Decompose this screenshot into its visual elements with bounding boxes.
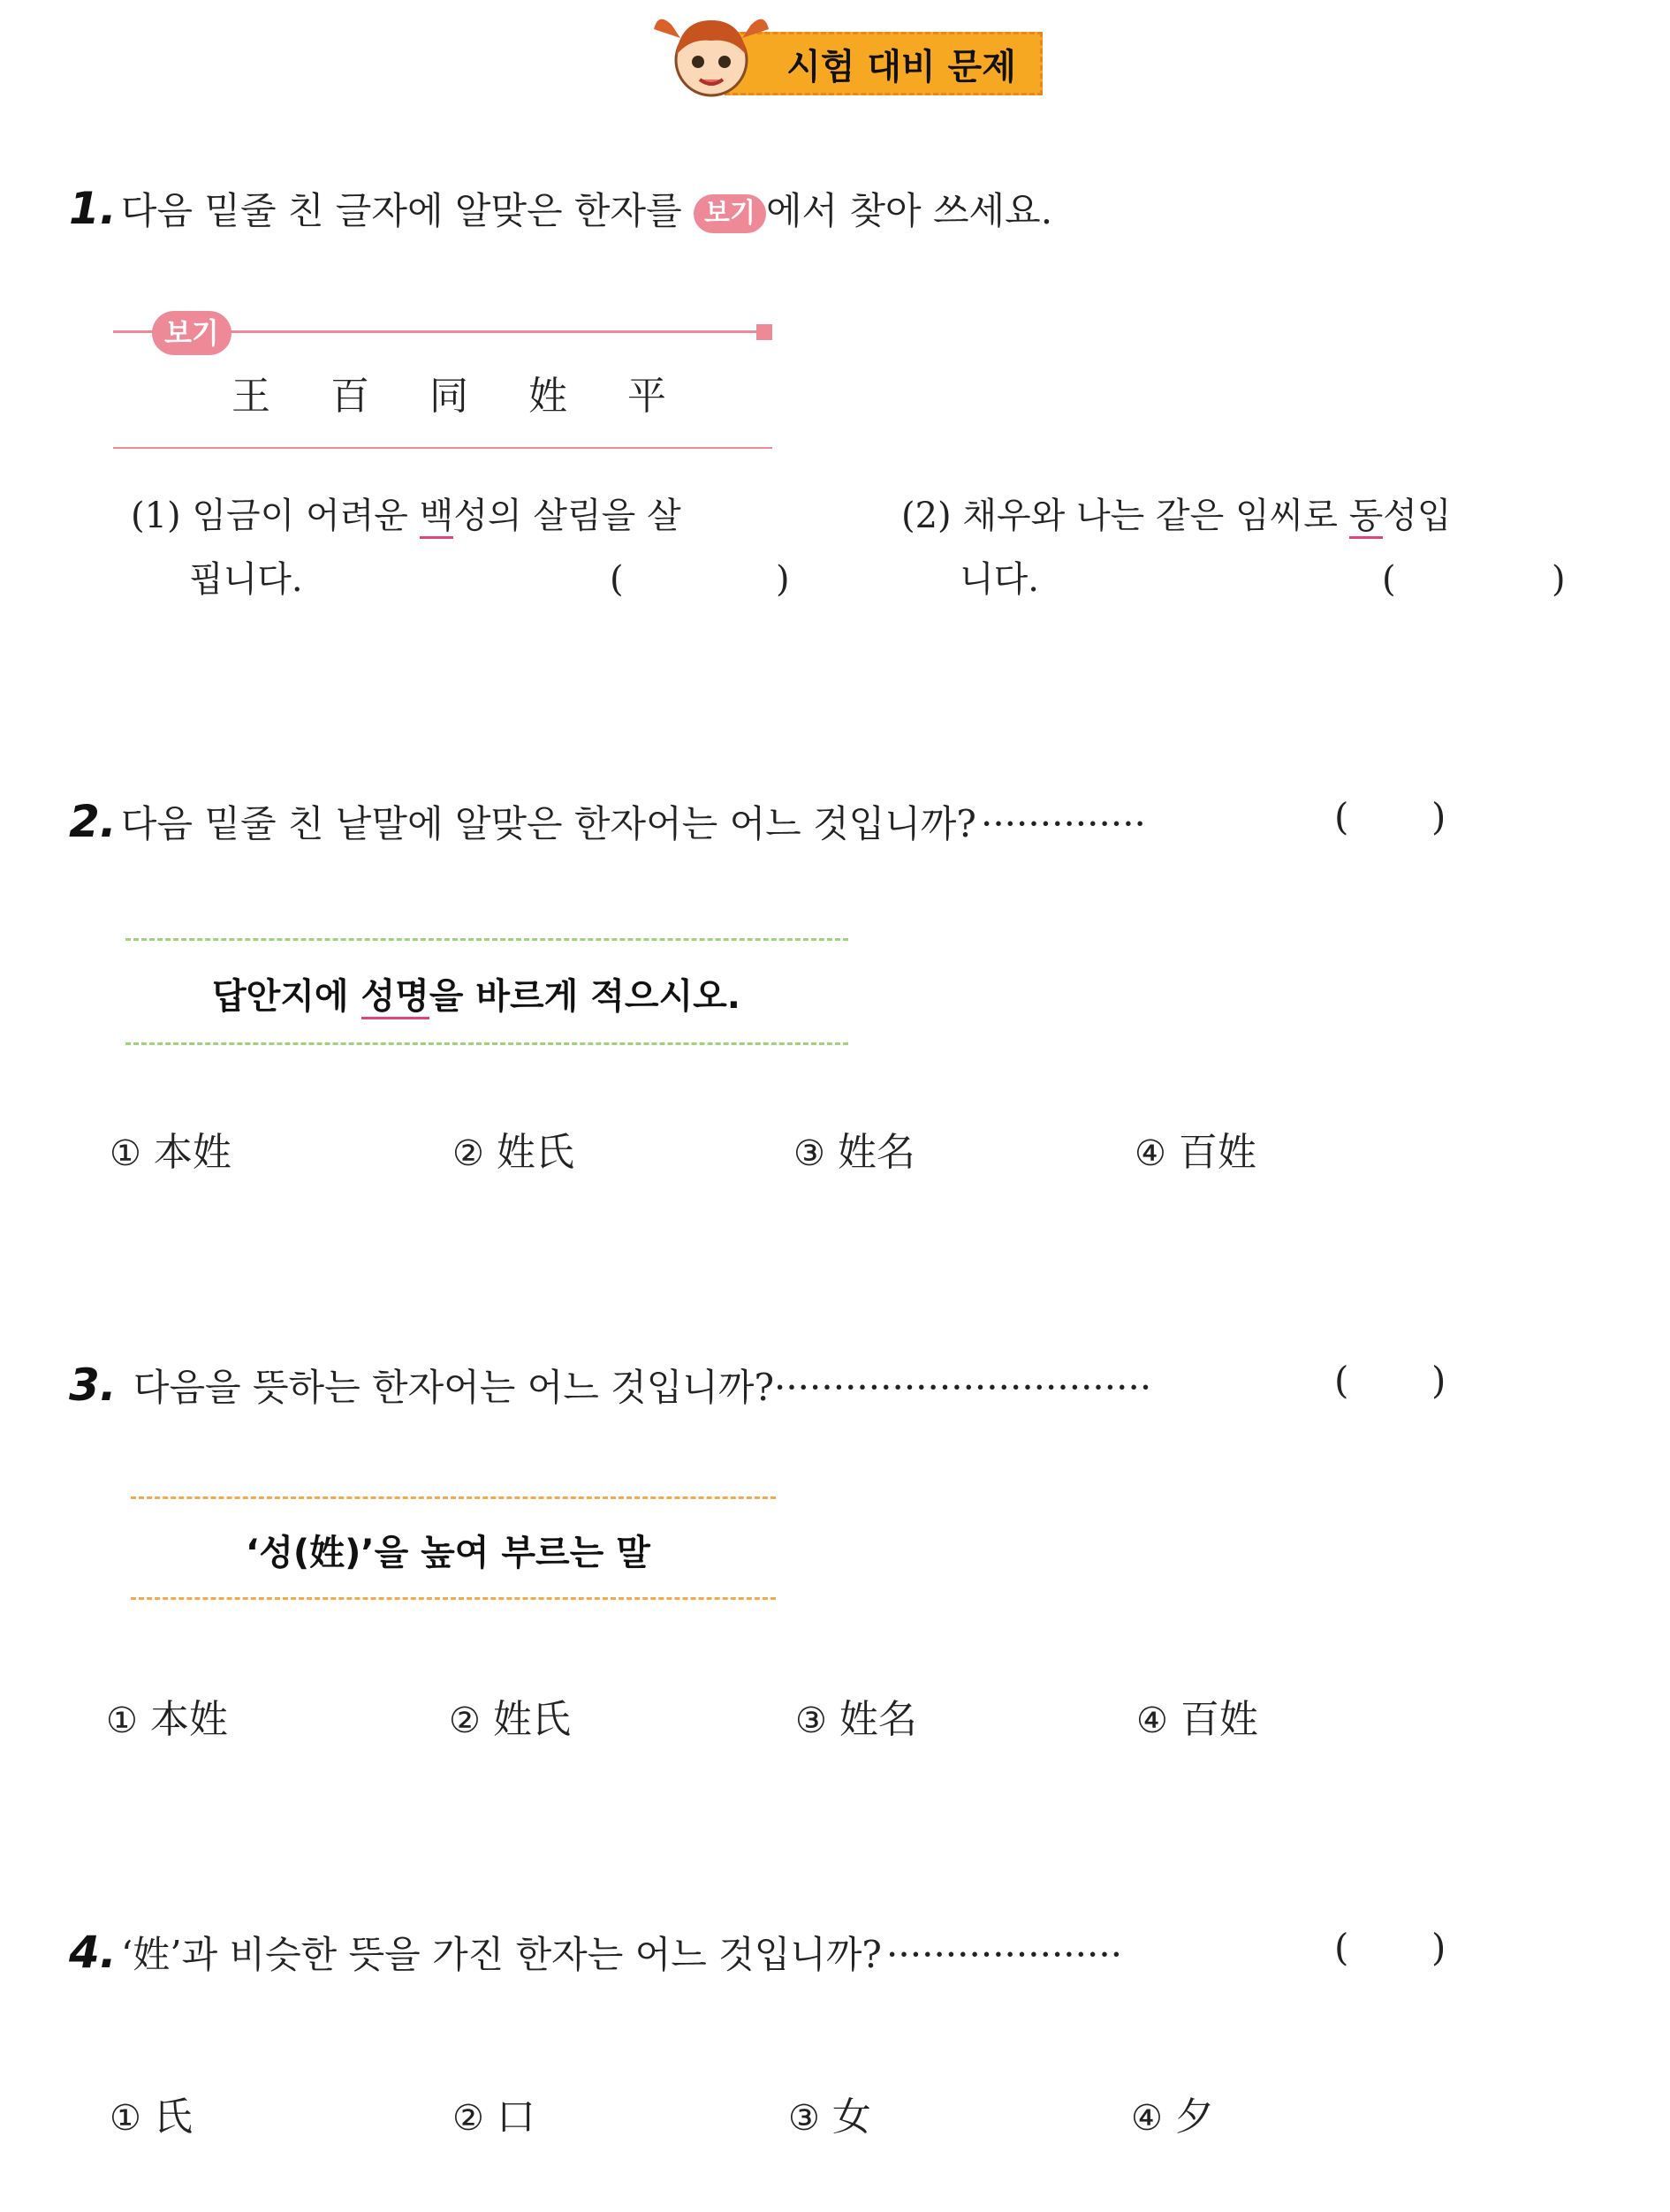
girl-mascot-icon — [654, 7, 769, 104]
bogi-char: 王 — [232, 374, 270, 419]
question-4 — [69, 1926, 1483, 1979]
q3-option-1[interactable]: ① 本姓 — [106, 1697, 228, 1742]
answer-blank-open[interactable]: ( — [610, 559, 624, 600]
answer-blank-open[interactable]: ( — [1334, 1359, 1349, 1402]
bogi-line-end — [756, 324, 772, 340]
q1-item-1: (1) 임금이 어려운 백성의 살림을 살 핍니다. ( ) — [131, 484, 802, 611]
answer-blank-close: ) — [1431, 1926, 1446, 1969]
bogi-char: 姓 — [528, 374, 567, 419]
underlined-word: 성명 — [361, 976, 429, 1019]
question-2 — [69, 795, 1483, 848]
answer-blank-close: ) — [1431, 1359, 1446, 1402]
q2-option-3[interactable]: ③ 姓名 — [793, 1130, 915, 1175]
answer-blank-open[interactable]: ( — [1334, 795, 1349, 838]
question-number: 2. — [69, 796, 117, 847]
q4-option-4[interactable]: ④ 夕 — [1131, 2095, 1214, 2140]
underlined-syllable: 백 — [420, 496, 454, 539]
bogi-char: 百 — [330, 374, 369, 419]
bogi-bottom-line — [113, 447, 772, 449]
section-title-badge — [725, 32, 1043, 95]
box-top-border — [131, 1496, 776, 1499]
answer-blank-open[interactable]: ( — [1334, 1926, 1349, 1969]
q3-option-2[interactable]: ② 姓氏 — [449, 1697, 571, 1742]
question-number: 1. — [69, 183, 117, 234]
question-1 — [69, 182, 1052, 235]
bogi-characters — [232, 364, 726, 420]
bogi-label: 보기 — [152, 311, 232, 355]
leader-dots: ································ — [773, 1366, 1152, 1409]
q4-option-1[interactable]: ① 氏 — [110, 2095, 193, 2140]
q2-option-4[interactable]: ④ 百姓 — [1135, 1130, 1256, 1175]
bogi-char: 平 — [627, 374, 666, 419]
underlined-syllable: 동 — [1349, 496, 1384, 539]
question-number: 3. — [69, 1360, 117, 1411]
q2-option-2[interactable]: ② 姓氏 — [452, 1130, 574, 1175]
question-text: 다음 밑줄 친 글자에 알맞은 한자를 보기 에서 찾아 쓰세요. — [120, 189, 1053, 232]
q2-sentence-box: 답안지에 성명을 바르게 적으시오. — [212, 968, 740, 1019]
box-bottom-border — [125, 1042, 848, 1045]
leader-dots: ···················· — [886, 1933, 1123, 1976]
q4-option-2[interactable]: ② 口 — [452, 2095, 535, 2140]
box-top-border — [125, 938, 848, 941]
q2-option-1[interactable]: ① 本姓 — [110, 1130, 232, 1175]
answer-blank-close: ) — [776, 559, 790, 600]
answer-blank-open[interactable]: ( — [1382, 559, 1396, 600]
bogi-pill: 보기 — [694, 194, 766, 233]
q3-option-3[interactable]: ③ 姓名 — [795, 1697, 917, 1742]
q4-option-3[interactable]: ③ 女 — [788, 2095, 871, 2140]
question-3 — [69, 1359, 1483, 1412]
leader-dots: ·············· — [980, 802, 1146, 845]
q3-definition-box: ‘성(姓)’을 높여 부르는 말 — [246, 1533, 650, 1573]
answer-blank-close: ) — [1431, 795, 1446, 838]
question-text: 다음을 뜻하는 한자어는 어느 것입니까? — [133, 1366, 774, 1409]
question-text: 다음 밑줄 친 낱말에 알맞은 한자어는 어느 것입니까? — [120, 802, 976, 845]
section-title: 시험 대비 문제 — [786, 46, 1016, 87]
q1-item-2: (2) 채우와 나는 같은 임씨로 동성입 니다. ( ) — [901, 484, 1590, 611]
question-text: ‘姓’과 비슷한 뜻을 가진 한자는 어느 것입니까? — [120, 1933, 882, 1976]
answer-blank-close: ) — [1552, 559, 1566, 600]
box-bottom-border — [131, 1597, 776, 1600]
q3-option-4[interactable]: ④ 百姓 — [1136, 1697, 1258, 1742]
bogi-char: 同 — [429, 374, 468, 419]
question-number: 4. — [69, 1927, 117, 1978]
